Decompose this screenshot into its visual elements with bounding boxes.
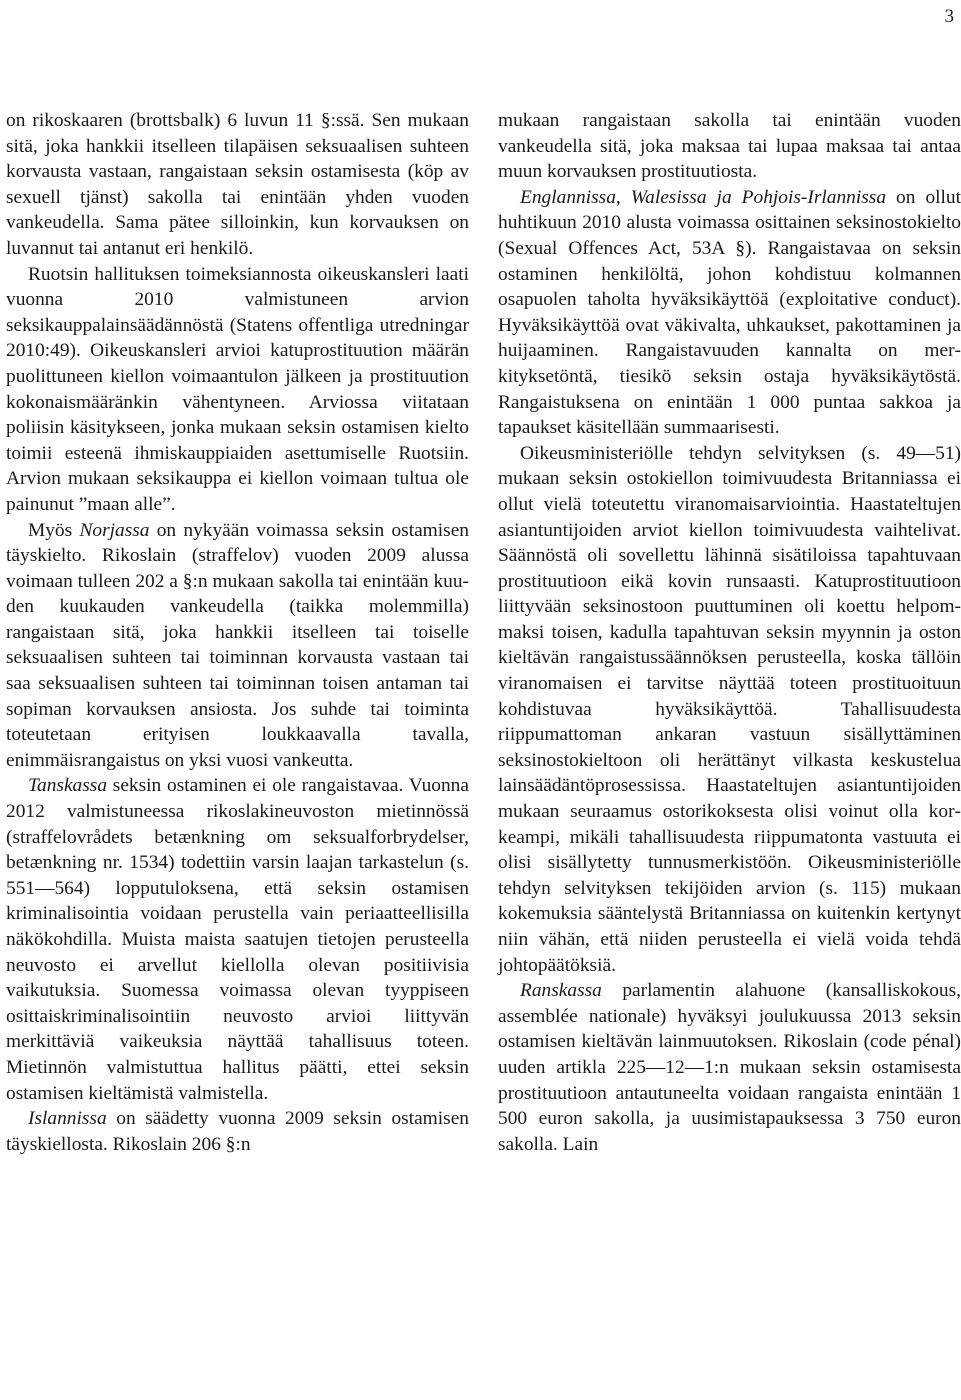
left-column: [6, 108, 469, 1157]
country-norway: Norjassa: [79, 519, 150, 541]
paragraph-uk-text: on ollut huhtikuun 2010 alusta voimassa osittainen seksinostokielto (Sexual Offences Act, 53A §). Rangaistavaa on seksin ostaminen henkilöltä, johon kohdistuu kolmannen osapuolen taholta hyväksikäyttöä (exploitative conduct). Hyväksikäyttöä ovat väkivalta, uhkaukset, pakottaminen ja huijaaminen. Rangaistavuuden kannalta on merkityksetöntä, tiesikö seksin ostaja hyväksikäytöstä. Rangaistuksena on enintään 1 000 puntaa sakkoa ja tapaukset käsitellään summaarisesti.: [498, 186, 961, 439]
paragraph-norway: [6, 518, 469, 774]
right-column: [498, 108, 961, 1157]
paragraph-uk: [498, 185, 961, 441]
paragraph-sweden-evaluation: Ruotsin hallituksen toimeksiannosta oikeuskansleri laati vuonna 2010 valmistuneen arvion seksikauppalainsäädännöstä (Statens offentliga utredningar 2010:49). Oikeuskansleri arvioi katuprostituution määrän puolittuneen kiellon voimaantulon jälkeen ja prostituution kokonaismääränkin vähentyneen. Arviossa viitataan poliisin käsitykseen, jonka mukaan seksin ostamisen kielto toimii esteenä ihmiskauppiaiden asettumiselle Ruotsiin. Arvion mukaan seksikauppa ei kiellon voimaan tultua ole painunut ”maan alle”.: [6, 263, 469, 515]
country-uk: Englannissa, Walesissa ja Pohjois-Irlannissa: [520, 186, 887, 208]
paragraph-norway-text: on nykyään voimassa seksin ostamisen täyskielto. Rikoslain (straffelov) vuoden 2009 alussa voimaan tulleen 202 a §:n mukaan sakolla tai enintään kuuden kuukauden vankeudella (taikka molemmilla) rangaistaan sitä, joka hankkii itselleen tai toiselle seksuaalisen suhteen tai toiminnan korvausta vastaan tai saa seksuaalisen suhteen tai toiminnan toisen antaman tai sopiman korvauksen ansiosta. Jos suhde tai toiminta toteutetaan erityisen loukkaavalla tavalla, enimmäisrangaistus on yksi vuosi vankeutta.: [6, 519, 470, 771]
paragraph-iceland: [6, 1106, 469, 1157]
country-denmark: Tanskassa: [28, 775, 108, 797]
country-iceland: Islannissa: [28, 1108, 107, 1130]
paragraph-norway-pre: Myös: [28, 519, 80, 541]
paragraph-denmark: [6, 773, 469, 1106]
paragraph-france: [498, 978, 961, 1157]
paragraph-uk-evaluation: Oikeusministeriölle tehdyn selvityksen (s. 49—51) mukaan seksin ostokiellon toimivuudesta Britanniassa ei ollut vielä toteutettu viranomaisarviointia. Haastateltujen asiantuntijoiden arviot kiellon toimivuudesta vaihtelivat. Säännöstä oli sovellettu lähinnä sisätiloissa tapahtuvaan prostituutioon eikä kovin runsaasti. Katuprostituutioon liittyvään seksinostoon puuttuminen oli koettu helpommaksi toisen, kadulla tapahtuvan seksin myynnin ja oston kieltävän rangaistussäännöksen perusteella, koska tällöin viranomaisen ei tarvitse näyttää toteen prostituoituun kohdistuvaa hyväksikäyttöä. Tahallisuudesta riippumattoman ankaran vastuun sisällyttäminen seksinostokieltoon oli herättänyt vilkasta keskustelua lainsäädäntöprosessissa. Haastateltujen asiantuntijoiden mukaan seuraamus ostorikoksesta olisi voinut olla korkeampi, mikäli tahallisuudesta riippumatonta vastuuta ei olisi sisällytetty tunnusmerkistöön. Oikeusministeriölle tehdyn selvityksen tekijöiden arvion (s. 115) mukaan kokemuksia sääntelystä Britanniassa on kuitenkin kertynyt niin vähän, että niiden perusteella ei vielä voida tehdä johtopäätöksiä.: [498, 442, 961, 976]
paragraph-sweden-law: on rikoskaaren (brottsbalk) 6 luvun 11 §:ssä. Sen mukaan sitä, joka hankkii itselleen tilapäisen seksuaalisen suhteen korvausta vastaan, rangaistaan seksin ostamisesta (köp av sexuell tjänst) sakolla tai enintään yhden vuoden vankeudella. Sama pätee silloinkin, kun korvauksen on luvannut tai antanut eri henkilö.: [6, 110, 469, 259]
page-number: 3: [944, 6, 954, 27]
country-france: Ranskassa: [520, 980, 602, 1002]
paragraph-france-text: parlamentin alahuone (kansalliskokous, assemblée nationale) hyväksyi joulukuussa 2013 seksin ostamisen kieltävän lainmuutoksen. Rikoslain (code pénal) uuden artikla 225—12—1:n mukaan seksin ostamisesta prostituutioon antautuneelta voidaan rangaista enintään 1 500 euron sakolla, ja uusimistapauksessa 3 750 euron sakolla. Lain: [498, 980, 961, 1155]
paragraph-denmark-text: seksin ostaminen ei ole rangaistavaa. Vuonna 2012 valmistuneessa rikoslakineuvoston mietinnössä (straffelovrådets betænkning om seksualforbrydelser, betænkning nr. 1534) todettiin varsin laajan tarkastelun (s. 551—564) lopputuloksena, että seksin ostamisen kriminalisointia voidaan perustella vain periaatteellisilla näkökohdilla. Muista maista saatujen tietojen perusteella neuvosto ei arvellut kiellolla olevan positiivisia vaikutuksia. Suomessa voimassa olevan tyyppiseen osittaiskriminalisointiin neuvosto arvioi liittyvän merkittäviä vaikeuksia näyttää tahallisuus toteen. Mietinnön valmistuttua hallitus päätti, ettei seksin ostamisen kieltämistä valmistella.: [6, 775, 469, 1104]
paragraph-iceland-text: on säädetty vuonna 2009 seksin ostamisen täyskiellosta. Rikoslain 206 §:n: [6, 1108, 469, 1155]
paragraph-iceland-continued: mukaan rangaistaan sakolla tai enintään vuoden vankeudella sitä, joka maksaa tai lupaa maksaa tai antaa muun korvauksen prostituutiosta.: [498, 110, 961, 183]
